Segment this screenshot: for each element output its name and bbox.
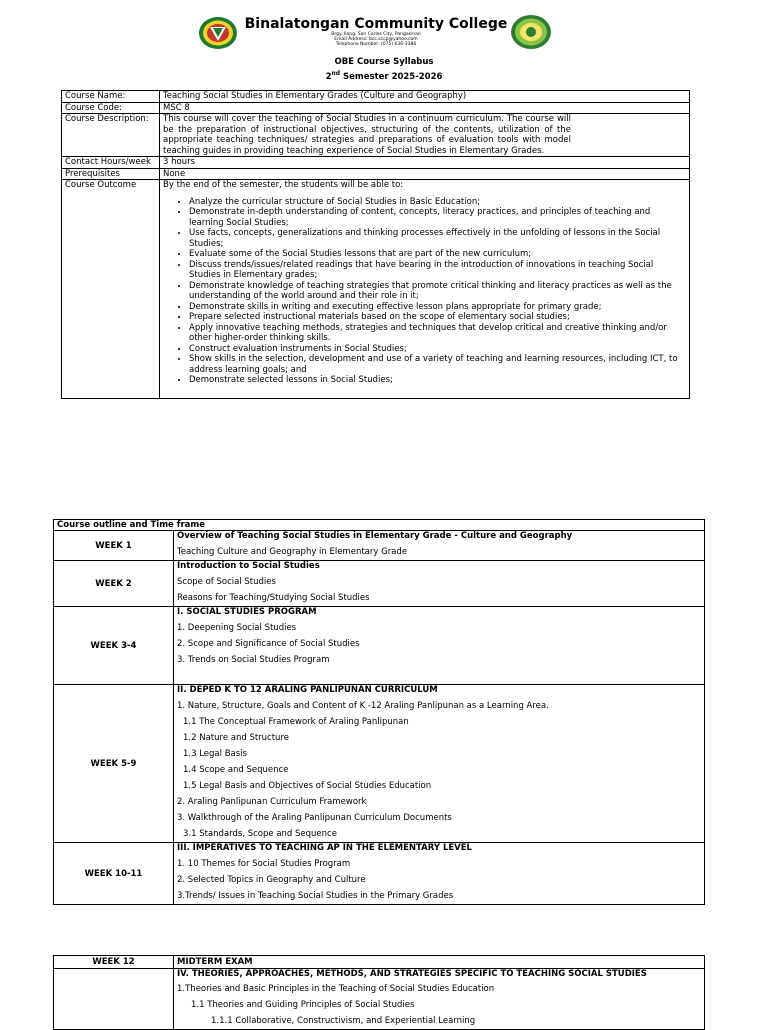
college-address: Brgy. Ilang, San Carlos City, Pangasinan [331,32,421,37]
topic-item [177,668,701,684]
outline-line: 1.1.1 Collaborative, Constructivism, and Experiential Learning [211,1016,476,1026]
course-outcome-intro: By the end of the semester, the students will be able to: [163,180,404,190]
outline-week-row [54,561,705,607]
section-iv-heading: IV. THEORIES, APPROACHES, METHODS, AND STRATEGIES SPECIFIC TO TEACHING SOCIAL STUDIES [177,969,647,979]
week-label: WEEK 5-9 [54,685,174,843]
topic-item: 1.5 Legal Basis and Objectives of Social Studies Education [183,781,432,791]
topic-item: Scope of Social Studies [177,577,276,587]
college-logo [198,16,238,50]
course-outcome-item: • Construct evaluation instruments in Social Studies; [189,344,686,355]
document-title: OBE Course Syllabus [334,57,434,67]
midterm-week: WEEK 12 [54,956,174,969]
course-outcome-item: • Discuss trends/issues/related readings that have bearing in the introduction of innovations in teaching Social Studies in Elementary grades; [189,260,686,281]
college-email: Email Address: bcc.sccp@yahoo.com [334,37,418,42]
course-description-label: Course Description: [62,114,160,157]
course-code-row [62,102,690,114]
course-outcome-item: • Demonstrate skills in writing and executing effective lesson plans appropriate for primary grade; [189,302,686,313]
week-label: WEEK 2 [54,561,174,607]
midterm-label: MIDTERM EXAM [174,956,705,969]
prerequisites-value: None [160,168,690,180]
course-outcome-item: • Use facts, concepts, generalizations and thinking processes effectively in the unfolding of lessons in the Social Studies; [189,228,686,249]
course-name-label: Course Name: [62,91,160,103]
week-topics [174,685,705,843]
outline-line: 1.Theories and Basic Principles in the Teaching of Social Studies Education [177,984,495,994]
topic-item: 1. 10 Themes for Social Studies Program [177,859,351,869]
topic-heading: III. IMPERATIVES TO TEACHING AP IN THE ELEMENTARY LEVEL [177,843,472,853]
course-name-value: Teaching Social Studies in Elementary Grades (Culture and Geography) [160,91,690,103]
topic-item: 1.3 Legal Basis [183,749,247,759]
outline-week-row [54,685,705,843]
course-outcome-item: • Demonstrate knowledge of teaching strategies that promote critical thinking and literacy practices as well as the understanding of the world around and their role in it; [189,281,686,302]
topic-heading: Introduction to Social Studies [177,561,320,571]
course-code-value: MSC 8 [160,102,690,114]
course-outcome-item: • Evaluate some of the Social Studies lessons that are part of the new curriculum; [189,249,686,260]
course-description-row [62,114,690,157]
contact-hours-label: Contact Hours/week [62,157,160,169]
topic-item: 1.1 The Conceptual Framework of Araling Panlipunan [183,717,409,727]
course-description-value: This course will cover the teaching of Social Studies in a continuum curriculum. The course will be the preparation of instructional objectives, structuring of the contents, utilization of the appropriate teaching techniques/ strategies and preparations of evaluation tools with model teaching guides in providing teaching experience of Social Studies in Elementary Grades. [160,114,690,157]
topic-item: 1.2 Nature and Structure [183,733,289,743]
topic-heading: I. SOCIAL STUDIES PROGRAM [177,607,317,617]
week-label: WEEK 10-11 [54,843,174,905]
topic-item: 3.1 Standards, Scope and Sequence [183,829,337,839]
week-topics [174,531,705,561]
course-outcome-item: • Demonstrate in-depth understanding of content, concepts, literacy practices, and principles of teaching and learning Social Studies; [189,207,686,228]
outline-week-row [54,607,705,685]
course-outcome-item: • Demonstrate selected lessons in Social Studies; [189,375,686,386]
college-phone: Telephone Number: (075) 636-3386 [335,42,417,47]
outline-week-row [54,531,705,561]
contact-hours-row [62,157,690,169]
course-outcome-list [163,197,686,386]
course-outcome-item: • Analyze the curricular structure of Social Studies in Basic Education; [189,197,686,208]
week-topics [174,843,705,905]
course-outline-table-2 [53,955,705,1030]
outline-line: 1.1 Theories and Guiding Principles of Social Studies [191,1000,415,1010]
week-topics [174,607,705,685]
topic-item: 3. Walkthrough of the Araling Panlipunan Curriculum Documents [177,813,452,823]
course-outcome-item: • Prepare selected instructional materials based on the scope of elementary social studies; [189,312,686,323]
course-outcome-item: • Apply innovative teaching methods, strategies and techniques that develop critical and creative thinking and/or other higher-order thinking skills. [189,323,686,344]
prerequisites-row [62,168,690,180]
week-topics [174,561,705,607]
week-label: WEEK 3-4 [54,607,174,685]
course-outcome-item: • Show skills in the selection, development and use of a variety of teaching and learning resources, including ICT, to address learning goals; and [189,354,686,375]
topic-item: 1. Nature, Structure, Goals and Content of K -12 Araling Panlipunan as a Learning Area. [177,701,549,711]
course-outcome-cell [160,180,690,399]
section-iv-week [54,969,174,1030]
topic-heading: II. DEPED K TO 12 ARALING PANLIPUNAN CURRICULUM [177,685,438,695]
outline-heading-row [54,520,705,531]
section-iv-row [54,969,705,1030]
topic-item: 1. Deepening Social Studies [177,623,297,633]
midterm-row [54,956,705,969]
college-header [0,14,768,50]
topic-item: 2. Selected Topics in Geography and Culture [177,875,366,885]
course-outline-table [53,519,705,905]
city-seal-logo [510,14,552,50]
course-outcome-label: Course Outcome [62,180,160,399]
week-label: WEEK 1 [54,531,174,561]
topic-item: 2. Araling Panlipunan Curriculum Framework [177,797,367,807]
course-code-label: Course Code: [62,102,160,114]
outline-heading: Course outline and Time frame [54,520,705,531]
topic-item: Reasons for Teaching/Studying Social Studies [177,593,370,603]
semester-line: 2nd Semester 2025-2026 [325,70,443,82]
section-iv-cell [174,969,705,1030]
topic-item: Teaching Culture and Geography in Elementary Grade [177,547,408,557]
prerequisites-label: Prerequisites [62,168,160,180]
topic-item: 3. Trends on Social Studies Program [177,655,330,665]
outline-week-row [54,843,705,905]
topic-item: 1.4 Scope and Sequence [183,765,289,775]
course-name-row [62,91,690,103]
contact-hours-value: 3 hours [160,157,690,169]
course-info-table [61,90,690,399]
topic-item: 2. Scope and Significance of Social Studies [177,639,360,649]
course-outcome-row [62,180,690,399]
topic-item: 3.Trends/ Issues in Teaching Social Studies in the Primary Grades [177,891,454,901]
college-name: Binalatongan Community College [244,16,508,32]
topic-heading: Overview of Teaching Social Studies in Elementary Grade - Culture and Geography [177,531,573,541]
